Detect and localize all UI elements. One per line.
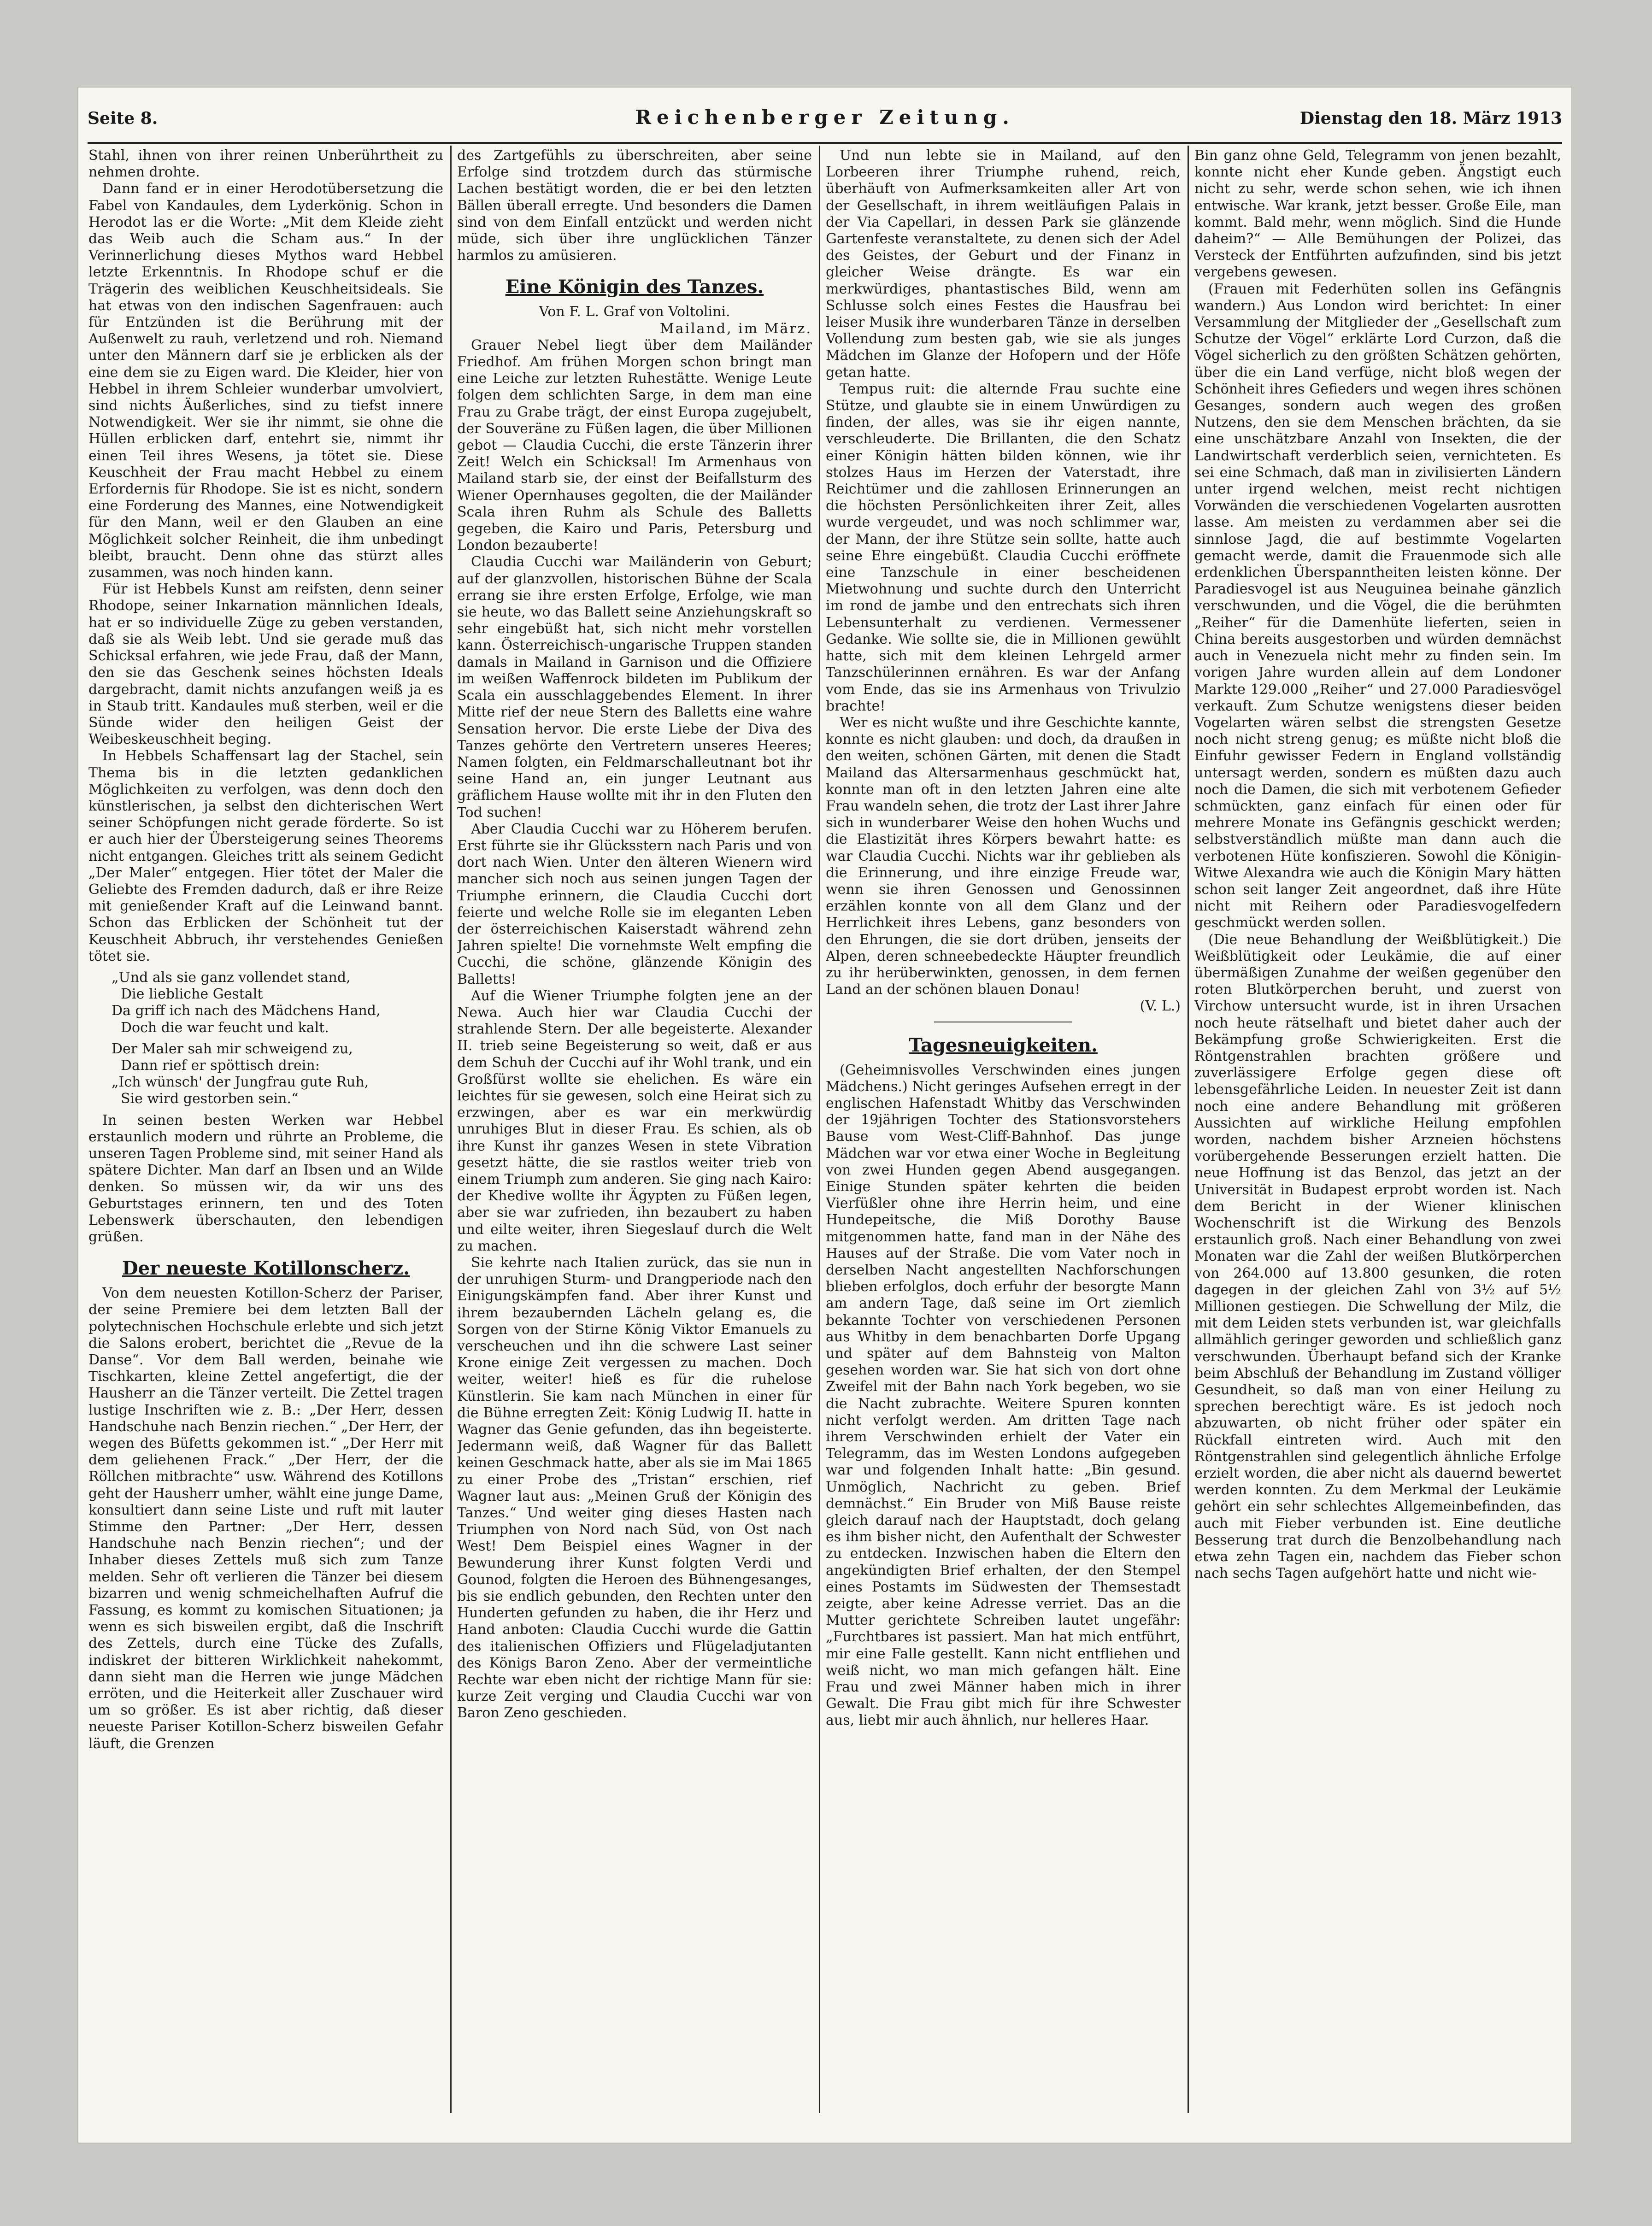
paragraph: Bin ganz ohne Geld, Telegramm von jenen bezahlt, konnte nicht eher Kunde geben. Ängstigt euch nicht zu sehr, werde schon sehen, wie ich ihnen entwische. War krank, jetzt besser. Große Eile, man kommt. Bald mehr, wenn möglich. Sind die Hunde daheim?“ — Alle Bemühungen der Polizei, das Versteck der Entführten aufzufinden, sind bis jetzt vergebens gewesen. bbox=[1194, 147, 1561, 281]
newspaper-title: Reichenberger Zeitung. bbox=[635, 106, 1015, 129]
poem-line: „Ich wünsch' der Jungfrau gute Ruh, bbox=[112, 1074, 369, 1091]
header-rule bbox=[88, 142, 1562, 144]
column-4 bbox=[1194, 147, 1561, 2097]
column-3 bbox=[826, 147, 1181, 2097]
poem-stanza bbox=[112, 1041, 443, 1108]
author-signature: (V. L.) bbox=[1140, 998, 1181, 1015]
poem-line: Doch die war feucht und kalt. bbox=[121, 1019, 329, 1036]
paragraph: In Hebbels Schaffensart lag der Stachel, sein Thema bis in die letzten gedanklichen Möglichkeiten zu verfolgen, was denn doch den künstlerischen, ja selbst den dichterischen Wert seiner Schöpfungen nicht gerade förderte. So ist er auch hier der Übersteigerung seines Theorems nicht entgangen. Gleiches tritt als seinem Gedicht „Der Maler“ entgegen. Hier tötet der Maler die Geliebte des Fremden dadurch, daß er ihre Reize mit genießender Kraft auf die Leinwand bannt. Schon das Erblicken der Schönheit tut der Keuschheit Abbruch, ihr verstehendes Genießen tötet sie. bbox=[88, 748, 443, 964]
paragraph: Aber Claudia Cucchi war zu Höherem berufen. Erst führte sie ihr Glücksstern nach Paris und von dort nach Wien. Unter den älteren Wienern wird mancher sich noch aus seinen jungen Tagen der Triumphe erinnern, die Claudia Cucchi dort feierte und welche Rolle sie im eleganten Leben der österreichischen Kaiserstadt während zehn Jahren spielte! Die vornehmste Welt empfing die Cucchi, die schöne, glänzende Königin des Balletts! bbox=[457, 821, 812, 987]
masthead bbox=[88, 105, 1562, 133]
column-2 bbox=[457, 147, 812, 2097]
paragraph: Stahl, ihnen von ihrer reinen Unberührtheit zu nehmen drohte. bbox=[88, 147, 443, 181]
paragraph: Auf die Wiener Triumphe folgten jene an der Newa. Auch hier war Claudia Cucchi der strahlende Stern. Der alle begeisterte. Alexander II. trieb seine Begeisterung so weit, daß er aus dem Schuh der Cucchi auf ihr Wohl trank, und ein Großfürst wollte sie ehelichen. Es wäre ein leichtes für sie gewesen, solch eine Heirat sich zu erzwingen, aber es war ein merkwürdig unruhiges Blut in dieser Frau. Es schien, als ob ihre Kunst ihr ganzes Wesen in stete Vibration gesetzt hätte, die sie rastlos weiter trieb von einem Triumph zum anderen. Sie ging nach Kairo: der Khedive wollte ihr Ägypten zu Füßen legen, aber sie war zufrieden, ihn bezaubert zu haben und eilte weiter, ihren Siegeslauf durch die Welt zu machen. bbox=[457, 987, 812, 1254]
byline: Von F. L. Graf von Voltolini. bbox=[539, 304, 730, 320]
paragraph: (Frauen mit Federhüten sollen ins Gefängnis wandern.) Aus London wird berichtet: In einer Versammlung der Mitglieder der „Gesellschaft zum Schutze der Vögel“ erklärte Lord Curzon, daß die Vögel sicherlich zu den größten Schätzen gehörten, über die ein Land verfüge, nicht bloß wegen der Schönheit ihres Gefieders und wegen ihres schönen Gesanges, sondern auch wegen des großen Nutzens, den sie dem Menschen brächten, da sie eine unschätzbare Anzahl von Insekten, die der Landwirtschaft verderblich seien, vernichteten. Es sei eine Schmach, daß man in zivilisierten Ländern unter irgend welchen, meist recht nichtigen Vorwänden die verschiedenen Vogelarten ausrotten lasse. Am meisten zu verdammen aber sei die sinnlose Jagd, die auf bestimmte Vogelarten gemacht werde, damit die Frauenmode sich alle erdenklichen Überspanntheiten leisten könne. Der Paradiesvogel ist aus Neuguinea beinahe gänzlich verschwunden, und die Vögel, die die berühmten „Reiher“ für die Damenhüte lieferten, seien in China bereits ausgestorben und würden demnächst auch in Venezuela nicht mehr zu finden sein. Im vorigen Jahre wurden allein auf dem Londoner Markte 129.000 „Reiher“ und 27.000 Paradiesvögel verkauft. Zum Schutze wenigstens dieser beiden Vogelarten wären selbst die strengsten Gesetze noch nicht streng genug; es müßte nicht bloß die Einfuhr gewisser Federn in England vollständig untersagt werden, sondern es müßten dazu auch noch die Damen, die sich mit verbotenem Gefieder schmückten, ganz einfach für einen oder für mehrere Monate ins Gefängnis geschickt werden; selbstverständlich müßte man dann auch die verbotenen Hüte konfiszieren. Sowohl die Königin-Witwe Alexandra wie auch die Königin Mary hätten schon seit langer Zeit angeordnet, daß ihre Hüte nicht mit Reihern oder Paradiesvogelfedern geschmückt werden sollen. bbox=[1194, 281, 1561, 931]
paragraph: des Zartgefühls zu überschreiten, aber seine Erfolge sind trotzdem durch das stürmische Lachen bestätigt worden, die er bei den letzten Bällen überall erregte. Und besonders die Damen sind von dem Einfall entzückt und werden nicht müde, sich über ihre unglücklichen Tänzer harmlos zu amüsieren. bbox=[457, 147, 812, 264]
column-divider bbox=[450, 146, 452, 2113]
poem-line: „Und als sie ganz vollendet stand, bbox=[112, 969, 351, 986]
dateline: Mailand, im März. bbox=[659, 320, 812, 337]
poem-stanza bbox=[112, 969, 443, 1036]
newspaper-page bbox=[78, 88, 1571, 2143]
paragraph: Tempus ruit: die alternde Frau suchte eine Stütze, und glaubte sie in einem Unwürdigen zu finden, der alles, was sie ihr eigen nannte, verschleuderte. Die Brillanten, die den Schatz einer Königin hätten bilden können, wie ihr stolzes Haus im Herzen der Vaterstadt, ihre Reichtümer und die zahllosen Erinnerungen an die höchsten Persönlichkeiten ihrer Zeit, alles wurde vergeudet, und was noch schlimmer war, der Mann, der ihre Stütze sein sollte, hatte auch seine Ehre eingebüßt. Claudia Cucchi eröffnete eine Tanzschule in einer bescheidenen Mietwohnung und suchte durch den Unterricht im rond de jambe und den entrechats sich ihren Lebensunterhalt zu verdienen. Vermessener Gedanke. Wie sollte sie, die in Millionen gewühlt hatte, sich mit dem kleinen Lehrgeld armer Tanzschülerinnen ernähren. Es war der Anfang vom Ende, das sie ins Armenhaus von Trivulzio brachte! bbox=[826, 381, 1181, 714]
article-headline: Eine Königin des Tanzes. bbox=[505, 276, 764, 298]
poem-line: Sie wird gestorben sein.“ bbox=[121, 1091, 299, 1107]
section-headline: Tagesneuigkeiten. bbox=[909, 1034, 1098, 1056]
column-divider bbox=[819, 146, 820, 2113]
column-1 bbox=[88, 147, 443, 2097]
poem-line: Da griff ich nach des Mädchens Hand, bbox=[112, 1003, 381, 1019]
paragraph: Von dem neuesten Kotillon-Scherz der Pariser, der seine Premiere bei dem letzten Ball der polytechnischen Hochschule erlebte und sich jetzt die Salons erobert, berichtet die „Revue de la Danse“. Vor dem Ball werden, beinahe wie Tischkarten, kleine Zettel angefertigt, die der Hausherr an die Tänzer verteilt. Die Zettel tragen lustige Inschriften wie z. B.: „Der Herr, dessen Handschuhe nach Benzin riechen.“ „Der Herr, der wegen des Büfetts gekommen ist.“ „Der Herr mit dem geliehenen Frack.“ „Der Herr, der die Röllchen mitbrachte“ usw. Während des Kotillons geht der Hausherr umher, wählt eine junge Dame, konsultiert dann seine Liste und ruft mit lauter Stimme den Partner: „Der Herr, dessen Handschuhe nach Benzin riechen“; und der Inhaber dieses Zettels muß sich zum Tanze melden. Sehr oft verlieren die Tänzer bei diesem bizarren und wenig schmeichelhaften Aufruf die Fassung, es kommt zu komischen Situationen; ja wenn es sich bisweilen ergibt, daß die Inschrift des Zettels, durch eine Tücke des Zufalls, indiskret der bitteren Wirklichkeit nahekommt, dann sieht man die Herren wie junge Mädchen erröten, und die Heiterkeit aller Zuschauer wird um so größer. Es ist aber richtig, daß dieser neueste Pariser Kotillon-Scherz bisweilen Gefahr läuft, die Grenzen bbox=[88, 1285, 443, 1752]
paragraph: Claudia Cucchi war Mailänderin von Geburt; auf der glanzvollen, historischen Bühne der Scala errang sie ihre ersten Erfolge, Erfolge, wie man sie heute, wo das Ballett seine Anziehungskraft so sehr eingebüßt hat, sich nicht mehr vorstellen kann. Österreichisch-ungarische Truppen standen damals in Mailand in Garnison und die Offiziere im weißen Waffenrock bildeten im Publikum der Scala ein ausschlaggebendes Element. In ihrer Mitte rief der neue Stern des Balletts eine wahre Sensation hervor. Die erste Liebe der Diva des Tanzes gehörte den Vertretern unseres Heeres; Namen folgten, ein Feldmarschalleutnant bot ihr seine Hand an, ein junger Leutnant aus gräflichem Hause wollte mit ihr in den Fluten den Tod suchen! bbox=[457, 554, 812, 821]
paragraph: Sie kehrte nach Italien zurück, das sie nun in der unruhigen Sturm- und Drangperiode nach den Einigungskämpfen fand. Aber ihrer Kunst und ihrem bezaubernden Lächeln gelang es, die Sorgen von der Stirne König Viktor Emanuels zu verscheuchen und ihn die schwere Last seiner Krone einige Zeit vergessen zu machen. Doch weiter, weiter! hieß es für die ruhelose Künstlerin. Sie kam nach München in einer für die Bühne erregten Zeit: König Ludwig II. hatte in Wagner das Genie gefunden, das ihn begeisterte. Jedermann weiß, daß Wagner für das Ballett keinen Geschmack hatte, aber als sie im Mai 1865 zu einer Probe des „Tristan“ erschien, rief Wagner laut aus: „Meinen Gruß der Königin des Tanzes.“ Und weiter ging dieses Hasten nach Triumphen von Nord nach Süd, von Ost nach West! Dem Beispiel eines Wagner in der Bewunderung ihrer Kunst folgten Verdi und Gounod, folgten die Heroen des Bühnengesanges, bis sie endlich gebunden, den Rechten unter den Hunderten gefunden zu haben, die ihr Herz und Hand anboten: Claudia Cucchi wurde die Gattin des italienischen Offiziers und Flügeladjutanten des Königs Baron Zeno. Aber der vermeintliche Rechte war eben nicht der richtige Mann für sie: kurze Zeit verging und Claudia Cucchi war von Baron Zeno geschieden. bbox=[457, 1255, 812, 1721]
paragraph: Und nun lebte sie in Mailand, auf den Lorbeeren ihrer Triumphe ruhend, reich, überhäuft von Aufmerksamkeiten aller Art von der Gesellschaft, in ihrem weitläufigen Palais in der Via Capellari, in dessen Park sie glänzende Gartenfeste veranstaltete, zu denen sich der Adel des Geistes, der Geburt und der Finanz in gleicher Weise drängte. Es war ein merkwürdiges, phantastisches Bild, wenn am Schlusse solch eines Festes die Hausfrau bei leiser Musik ihre wunderbaren Tänze in derselben Vollendung zum besten gab, wie sie als junges Mädchen im Glanze der Hofopern und der Höfe getan hatte. bbox=[826, 147, 1181, 381]
poem-line: Dann rief er spöttisch drein: bbox=[121, 1057, 320, 1074]
paragraph: (Geheimnisvolles Verschwinden eines jungen Mädchens.) Nicht geringes Aufsehen erregt in der englischen Hafenstadt Whitby das Verschwinden der 19jährigen Tochter des Stationsvorstehers Bause vom West-Cliff-Bahnhof. Das junge Mädchen war vor etwa einer Woche in Begleitung von zwei Hunden gegen Abend ausgegangen. Einige Stunden später kehrten die beiden Vierfüßler ohne ihre Herrin heim, und eine Hundepeitsche, die Miß Dorothy Bause mitgenommen hatte, fand man in der Nähe des Hauses auf der Straße. Die vom Vater noch in derselben Nacht angestellten Nachforschungen blieben erfolglos, doch erfuhr der besorgte Mann am andern Tage, daß seine im Ort ziemlich bekannte Tochter von verschiedenen Personen aus Whitby in dem benachbarten Dorfe Upgang und später auf dem Bahnsteig von Malton gesehen worden war. Sie hat sich von dort ohne Zweifel mit der Bahn nach York begeben, wo sie die Nacht zubrachte. Weitere Spuren konnten nicht verfolgt werden. Am dritten Tage nach ihrem Verschwinden erhielt der Vater ein Telegramm, das im Westen Londons aufgegeben war und folgenden Inhalt hatte: „Bin gesund. Unmöglich, Nachricht zu geben. Brief demnächst.“ Ein Bruder von Miß Bause reiste gleich darauf nach der Hauptstadt, doch gelang es ihm bisher nicht, den Aufenthalt der Schwester zu entdecken. Inzwischen haben die Eltern den angekündigten Brief erhalten, der den Stempel eines Postamts im Südwesten der Themsestadt zeigte, aber keine Adresse verriet. Das an die Mutter gerichtete Schreiben lautet ungefähr: „Furchtbares ist passiert. Man hat mich entführt, mir eine Falle gestellt. Kann nicht entfliehen und weiß nicht, wo man mich gefangen hält. Eine Frau und zwei Männer haben mich in ihrer Gewalt. Die Frau gibt mich für ihre Schwester aus, liebt mir auch ähnlich, nur helleres Haar. bbox=[826, 1062, 1181, 1729]
paragraph: Grauer Nebel liegt über dem Mailänder Friedhof. Am frühen Morgen schon bringt man eine Leiche zur letzten Ruhestätte. Wenige Leute folgen dem schlichten Sarge, in dem man eine Frau zu Grabe trägt, der einst Europa zugejubelt, der Souveräne zu Füßen lagen, die über Millionen gebot — Claudia Cucchi, die erste Tänzerin ihrer Zeit! Welch ein Schicksal! Im Armenhaus von Mailand starb sie, der einst der Beifallsturm des Wiener Opernhauses gegolten, die der Mailänder Scala ihren Ruhm als Schule des Balletts gegeben, die Kairo und Paris, Petersburg und London bezauberte! bbox=[457, 337, 812, 554]
column-divider bbox=[1188, 146, 1189, 2113]
issue-date: Dienstag den 18. März 1913 bbox=[1299, 109, 1562, 128]
article-headline: Der neueste Kotillonscherz. bbox=[122, 1257, 410, 1280]
page-number: Seite 8. bbox=[88, 109, 158, 128]
paragraph: Dann fand er in einer Herodotübersetzung die Fabel von Kandaules, dem Lyderkönig. Schon in Herodot las er die Worte: „Mit dem Kleide zieht das Weib auch die Scham aus.“ In der Verinnerlichung dieses Mythos ward Hebbel letzte Erkenntnis. In Rhodope schuf er die Trägerin des weiblichen Keuschheitsideals. Sie hat etwas von den indischen Sagenfrauen: auch für Entzünden ist die Berührung mit der Außenwelt zu rauh, verletzend und roh. Niemand unter den Männern darf sie je erblicken als der eine dem sie zu Eigen ward. Die Kleider, hier von Hebbel in ihrem Schleier wunderbar umvolviert, sind nichts Äußerliches, sind zu tiefst innere Notwendigkeit. Wer sie ihr nimmt, sie ohne die Hüllen erblicken darf, entehrt sie, nimmt ihr einen Teil ihres Wesens, ja tötet sie. Diese Keuschheit der Frau macht Hebbel zu einem Erfordernis für Rhodope. Sie ist es nicht, sondern eine Forderung des Mannes, eine Notwendigkeit für den Mann, weil er den Glauben an eine Möglichkeit solcher Reinheit, die ihm unbedingt bleibt, braucht. Denn ohne das stürzt alles zusammen, was noch hinden kann. bbox=[88, 181, 443, 581]
paragraph: (Die neue Behandlung der Weißblütigkeit.) Die Weißblütigkeit oder Leukämie, die auf einer übermäßigen Zunahme der weißen gegenüber den roten Blutkörperchen beruht, und zuerst von Virchow untersucht wurde, ist in ihren Ursachen noch heute rätselhaft und bietet daher auch der Bekämpfung große Schwierigkeiten. Erst die Röntgenstrahlen brachten größere und zuverlässigere Erfolge gegen diese oft lebensgefährliche Leiden. In neuester Zeit ist dann noch eine andere Behandlung mit größeren Aussichten auf wirkliche Heilung empfohlen worden, nachdem bisher Arzneien höchstens vorübergehende Besserungen erzielt hatten. Die neue Hoffnung ist das Benzol, das jetzt an der Universität in Budapest erprobt worden ist. Nach dem Bericht in der Wiener klinischen Wochenschrift ist die Wirkung des Benzols erstaunlich groß. Nach einer Behandlung von zwei Monaten war die Zahl der weißen Blutkörperchen von 264.000 auf 13.800 gesunken, die roten dagegen in der gleichen Zahl von 3½ auf 5½ Millionen gestiegen. Die Schwellung der Milz, die mit dem Leiden stets verbunden ist, war gleichfalls allmählich geringer geworden und schließlich ganz verschwunden. Überhaupt befand sich der Kranke beim Abschluß der Behandlung im Zustand völliger Gesundheit, so daß man von einer Heilung zu sprechen berechtigt wäre. Es ist jedoch noch abzuwarten, ob nicht früher oder später ein Rückfall eintreten wird. Auch mit den Röntgenstrahlen sind gelegentlich ähnliche Erfolge erzielt worden, die aber nicht als dauernd bewertet werden konnten. Zu dem Merkmal der Leukämie gehört ein sehr schlechtes Allgemeinbefinden, das auch mit Fieber verbunden ist. Eine deutliche Besserung trat durch die Benzolbehandlung nach etwa zehn Tagen ein, nachdem das Fieber schon nach sechs Tagen aufgehört hatte und nicht wie- bbox=[1194, 931, 1561, 1582]
paragraph: Wer es nicht wußte und ihre Geschichte kannte, konnte es nicht glauben: und doch, da draußen in den weiten, schönen Gärten, mit denen die Stadt Mailand das Altersarmenhaus geschmückt hat, konnte man oft in den letzten Jahren eine alte Frau wandeln sehen, die trotz der Last ihrer Jahre sich in wunderbarer Weise den hohen Wuchs und die Elastizität ihres Körpers bewahrt hatte: es war Claudia Cucchi. Nichts war ihr geblieben als die Erinnerung, und ihre einzige Freude war, wenn sie ihren Genossen und Genossinnen erzählen konnte von all dem Glanz und der Herrlichkeit ihres Lebens, ganz besonders von den Ehrungen, die sie dort drüben, jenseits der Alpen, deren schneebedeckte Häupter freundlich zu ihr herüberwinkten, genossen, in dem fernen Land an der schönen blauen Donau! bbox=[826, 714, 1181, 998]
poem-line: Der Maler sah mir schweigend zu, bbox=[112, 1040, 353, 1057]
poem-line: Die liebliche Gestalt bbox=[121, 986, 263, 1003]
paragraph: Für ist Hebbels Kunst am reifsten, denn seiner Rhodope, seiner Inkarnation männlichen Ideals, hat er so individuelle Züge zu geben verstanden, daß sie als Weib lebt. Und sie gerade muß das Schicksal erfahren, wie jede Frau, daß der Mann, den sie das Geschenk seines höchsten Ideals dargebracht, damit nichts anzufangen weiß ja es in Staub tritt. Kandaules muß sterben, weil er die Sünde wider den heiligen Geist der Weibeskeuschheit beging. bbox=[88, 581, 443, 748]
paragraph: In seinen besten Werken war Hebbel erstaunlich modern und rührte an Probleme, die unseren Tagen Probleme sind, mit seiner Hand als spätere Dichter. Man darf an Ibsen und an Wilde denken. So müssen wir, da wir uns des Geburtstages erinnern, ten und des Toten Lebenswerk überschauten, den lebendigen grüßen. bbox=[88, 1112, 443, 1245]
